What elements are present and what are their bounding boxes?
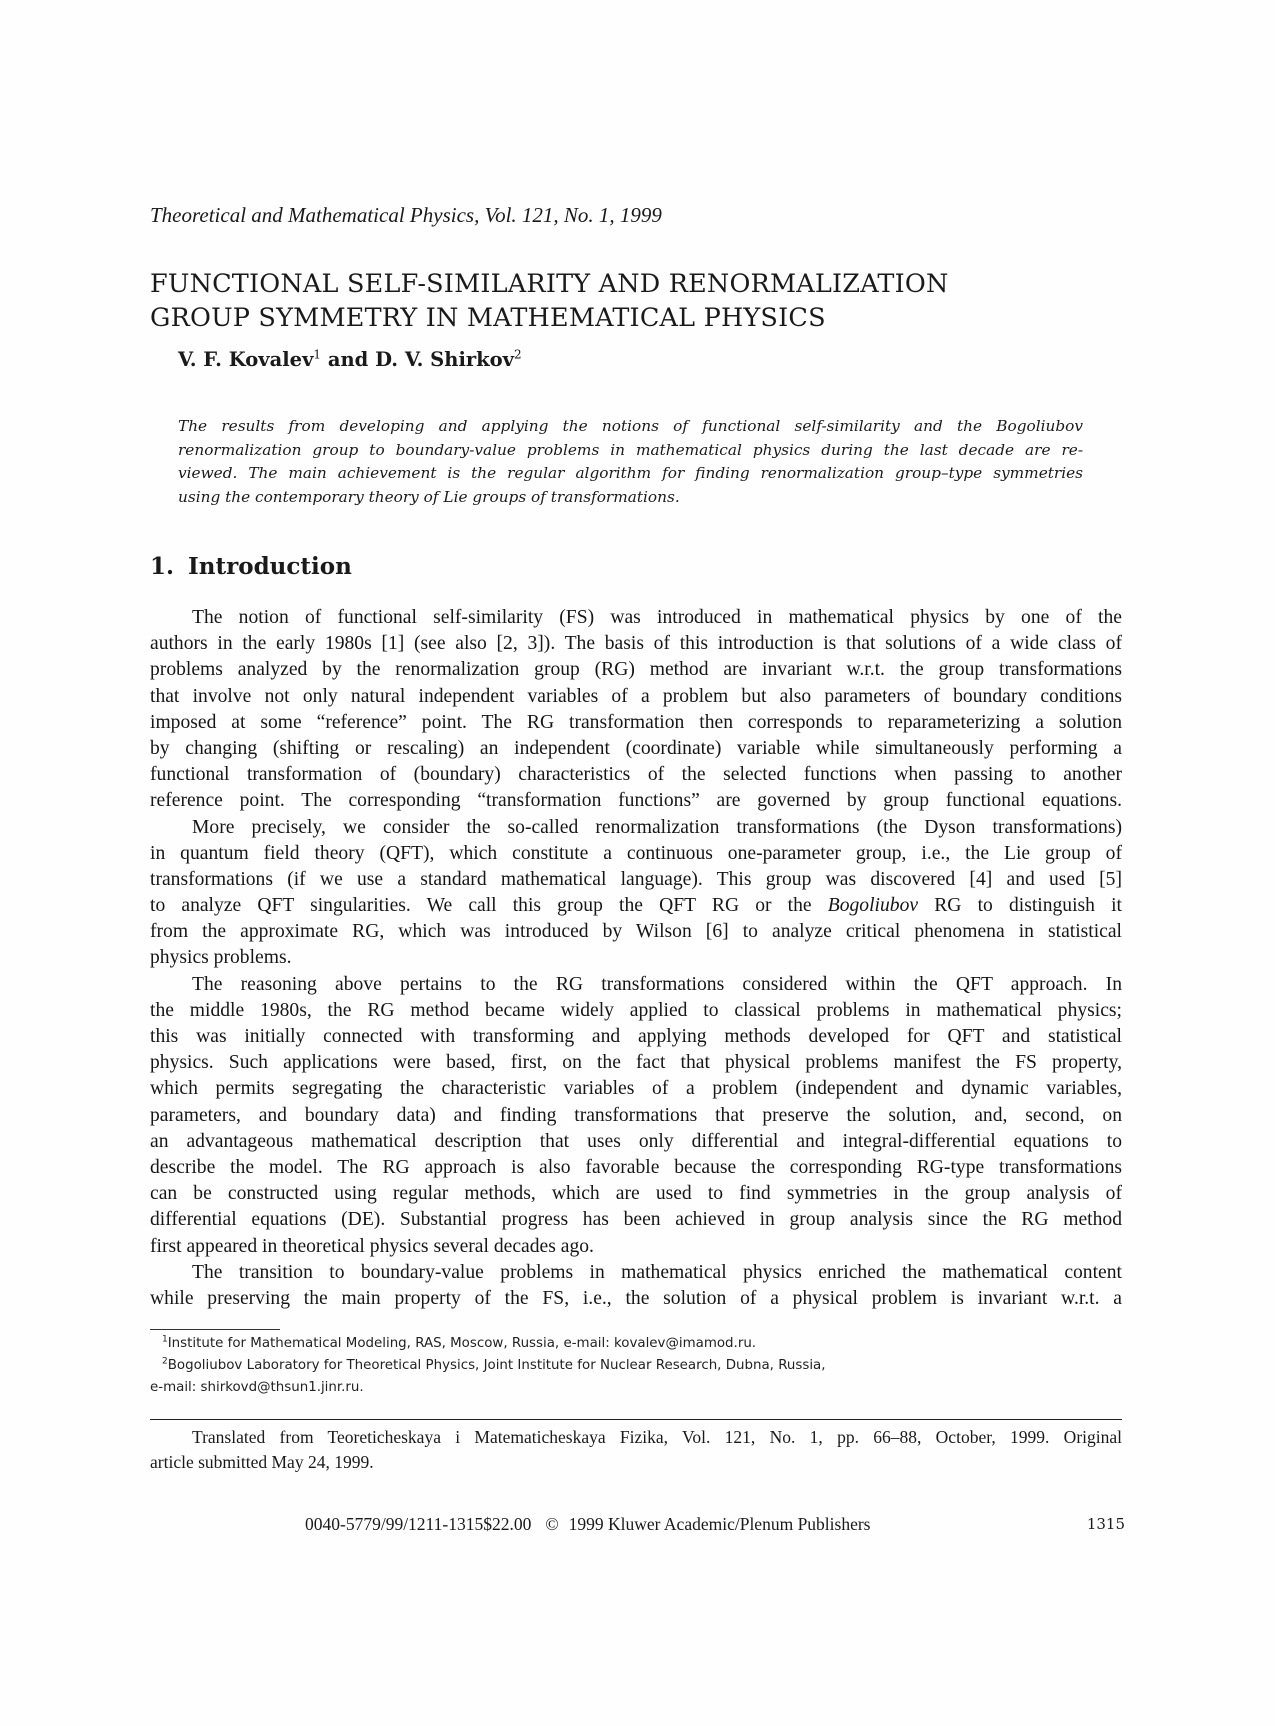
journal-header: Theoretical and Mathematical Physics, Vol. 121, No. 1, 1999 (150, 203, 662, 227)
abstract (178, 415, 1083, 509)
abstract-line: viewed. The main achievement is the regular algorithm for finding renormalization group–type symmetries (178, 464, 1083, 482)
body-line: while preserving the main property of the FS, i.e., the solution of a physical problem is invariant w.r.t. a (150, 1287, 1122, 1309)
abstract-line: The results from developing and applying the notions of functional self-similarity and the Bogoliubov (178, 417, 1083, 435)
body-line: which permits segregating the characteristic variables of a problem (independent and dynamic variables, (150, 1078, 1122, 1100)
body-line: authors in the early 1980s [1] (see also [2, 3]). The basis of this introduction is that solutions of a wide class of (150, 633, 1122, 655)
translation-note-line-1: Translated from Teoreticheskaya i Matematicheskaya Fizika, Vol. 121, No. 1, pp. 66–88, October, 1999. Original (192, 1427, 1122, 1447)
title-line-1: FUNCTIONAL SELF-SIMILARITY AND RENORMALIZATION (150, 269, 949, 299)
author-list (178, 347, 878, 373)
body-line-part: RG to distinguish it (934, 895, 1122, 917)
body-line: can be constructed using regular methods, which are used to find symmetries in the group analysis of (150, 1183, 1122, 1205)
section-number: 1. (150, 553, 175, 580)
author-1: V. F. Kovalev (178, 348, 314, 371)
body-line: from the approximate RG, which was introduced by Wilson [6] to analyze critical phenomena in statistical (150, 921, 1122, 943)
body-line: differential equations (DE). Substantial progress has been achieved in group analysis since the RG method (150, 1209, 1122, 1231)
body-line: that involve not only natural independent variables of a problem but also parameters of boundary conditions (150, 685, 1122, 707)
body-line: the middle 1980s, the RG method became widely applied to classical problems in mathematical physics; (150, 999, 1122, 1021)
author-connector: and (327, 348, 369, 371)
body-line: imposed at some “reference” point. The RG transformation then corresponds to reparameterizing a solution (150, 711, 1122, 733)
footnote-2-text: Bogoliubov Laboratory for Theoretical Physics, Joint Institute for Nuclear Research, Dubna, Russia, (167, 1358, 826, 1373)
body-line: in quantum field theory (QFT), which constitute a continuous one-parameter group, i.e., the Lie group of (150, 842, 1122, 864)
abstract-line: using the contemporary theory of Lie groups of transformations. (178, 487, 680, 506)
page-number: 1315 (1086, 1515, 1125, 1533)
footnote-divider (150, 1329, 280, 1330)
translation-note-line-2: article submitted May 24, 1999. (150, 1452, 374, 1472)
copyright-icon: © (545, 1514, 559, 1534)
body-line: first appeared in theoretical physics several decades ago. (150, 1235, 594, 1257)
publisher: 1999 Kluwer Academic/Plenum Publishers (568, 1514, 871, 1534)
author-1-footnote-mark: 1 (313, 347, 322, 362)
body-line: reference point. The corresponding “transformation functions” are governed by group functional equations. (150, 790, 1122, 812)
body-line: describe the model. The RG approach is also favorable because the corresponding RG-type transformations (150, 1156, 1122, 1178)
body-line: by changing (shifting or rescaling) an independent (coordinate) variable while simultaneously performing a (150, 737, 1122, 759)
body-line: physics problems. (150, 947, 292, 969)
paper-title (150, 267, 1050, 335)
translation-note (150, 1425, 1122, 1475)
footnote-2 (150, 1355, 1122, 1377)
body-line: functional transformation of (boundary) characteristics of the selected functions when passing to another (150, 764, 1122, 786)
footnote-1-mark: 1 (162, 1334, 168, 1345)
footnotes (150, 1333, 1122, 1399)
body-line: The transition to boundary-value problems in mathematical physics enriched the mathematical content (192, 1261, 1122, 1283)
body-line: The notion of functional self-similarity (FS) was introduced in mathematical physics by one of the (192, 607, 1122, 628)
abstract-line: renormalization group to boundary-value problems in mathematical physics during the last decade are re- (178, 440, 1083, 459)
body-line: this was initially connected with transforming and applying methods developed for QFT and statistical (150, 1026, 1122, 1047)
footnote-1-text: Institute for Mathematical Modeling, RAS, Moscow, Russia, e-mail: kovalev@imamod.ru. (167, 1336, 757, 1351)
body-line (150, 893, 1122, 919)
body-line-part: to analyze QFT singularities. We call this group the QFT RG or the (150, 895, 812, 917)
body-line: an advantageous mathematical description that uses only differential and integral-differential equations to (150, 1130, 1122, 1152)
body-line: parameters, and boundary data) and finding transformations that preserve the solution, and, second, on (150, 1104, 1122, 1126)
footer-publication-info (305, 1512, 955, 1536)
body-line: problems analyzed by the renormalization group (RG) method are invariant w.r.t. the group transformations (150, 659, 1122, 681)
body-text (150, 605, 1122, 1312)
author-2: D. V. Shirkov (375, 348, 514, 371)
section-title: Introduction (188, 553, 352, 580)
section-heading (150, 552, 750, 582)
body-line-emphasis: Bogoliubov (827, 895, 919, 917)
price-code: 0040-5779/99/1211-1315$22.00 (305, 1514, 532, 1534)
footnote-2-mark: 2 (162, 1356, 168, 1367)
author-2-footnote-mark: 2 (513, 347, 522, 362)
footnote-1 (150, 1333, 1122, 1355)
body-line: transformations (if we use a standard mathematical language). This group was discovered [4] and used [5] (150, 868, 1122, 890)
title-line-2: GROUP SYMMETRY IN MATHEMATICAL PHYSICS (150, 303, 826, 333)
body-line: More precisely, we consider the so-called renormalization transformations (the Dyson transformations) (192, 816, 1122, 838)
footnote-2-continuation: e-mail: shirkovd@thsun1.jinr.ru. (150, 1380, 364, 1395)
body-line: The reasoning above pertains to the RG transformations considered within the QFT approach. In (192, 973, 1122, 995)
body-line: physics. Such applications were based, first, on the fact that physical problems manifest the FS property, (150, 1052, 1122, 1074)
translation-divider (150, 1419, 1122, 1420)
